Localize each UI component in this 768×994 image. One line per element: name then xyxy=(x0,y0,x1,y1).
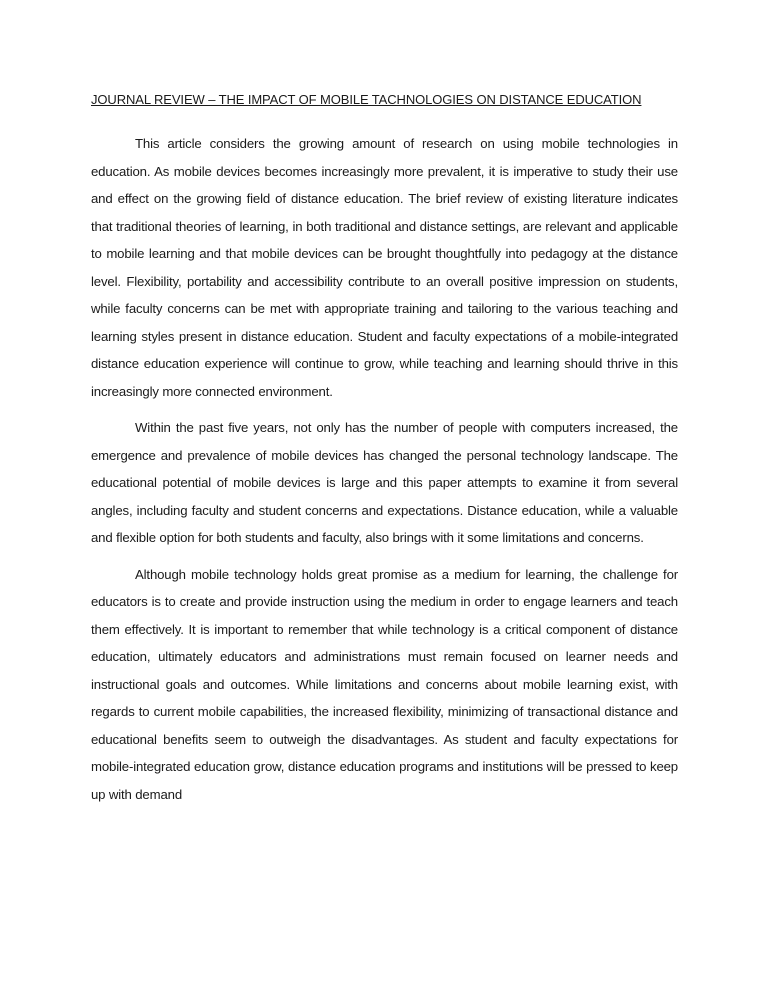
document-body xyxy=(91,90,678,817)
document-title: JOURNAL REVIEW – THE IMPACT OF MOBILE TACHNOLOGIES ON DISTANCE EDUCATION xyxy=(91,92,642,107)
paragraph-conclusion: Although mobile technology holds great promise as a medium for learning, the challenge for educators is to create and provide instruction using the medium in order to engage learners and teach them effectively. It is important to remember that while technology is a critical component of distance education, ultimately educators and administrations must remain focused on learner needs and instructional goals and outcomes. While limitations and concerns about mobile learning exist, with regards to current mobile capabilities, the increased flexibility, minimizing of transactional distance and educational benefits seem to outweigh the disadvantages. As student and faculty expectations for mobile-integrated education grow, distance education programs and institutions will be pressed to keep up with demand xyxy=(91,566,678,802)
paragraph-abstract: This article considers the growing amount of research on using mobile technologies in education. As mobile devices becomes increasingly more prevalent, it is imperative to study their use and effect on the growing field of distance education. The brief review of existing literature indicates that traditional theories of learning, in both traditional and distance settings, are relevant and applicable to mobile learning and that mobile devices can be brought thoughtfully into pedagogy at the distance level. Flexibility, portability and accessibility contribute to an overall positive impression on students, while faculty concerns can be met with appropriate training and tailoring to the various teaching and learning styles present in distance education. Student and faculty expectations of a mobile-integrated distance education experience will continue to grow, while teaching and learning should thrive in this increasingly more connected environment. xyxy=(91,136,678,399)
paragraph-introduction: Within the past five years, not only has the number of people with computers increased, the emergence and prevalence of mobile devices has changed the personal technology landscape. The educational potential of mobile devices is large and this paper attempts to examine it from several angles, including faculty and student concerns and expectations. Distance education, while a valuable and flexible option for both students and faculty, also brings with it some limitations and concerns. xyxy=(91,420,678,545)
